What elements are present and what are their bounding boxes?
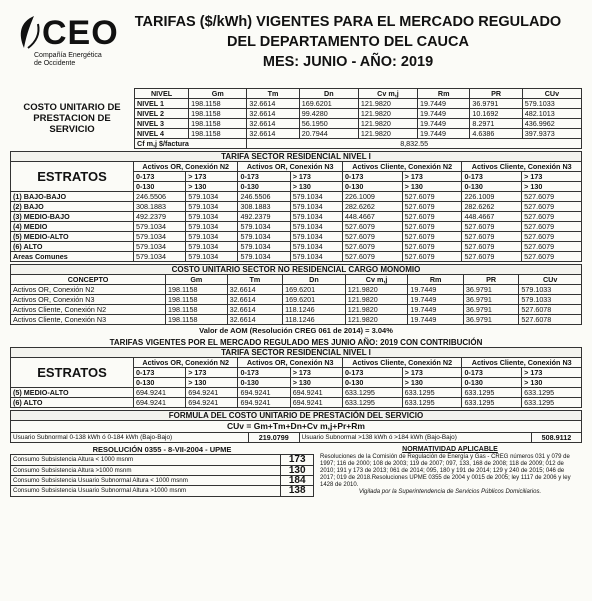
cell: 121.9820 [358, 99, 417, 109]
title-line-3: MES: JUNIO - AÑO: 2019 [262, 54, 434, 70]
cell: 527.6079 [402, 202, 462, 212]
cell: 32.6614 [247, 129, 299, 139]
cell: 118.1246 [283, 305, 346, 315]
cell: 198.1158 [189, 119, 247, 129]
col-header: Rm [408, 275, 463, 285]
cu-header: PR [470, 89, 522, 99]
norm-footer: Vigilada por la Superintendencia de Servicios Públicos Domiciliarios. [358, 489, 542, 495]
group-header: Activos Cliente, Conexión N3 [462, 162, 582, 172]
cf-value: 8,832.55 [247, 139, 582, 149]
cell: 32.6614 [227, 285, 282, 295]
cell: 198.1158 [189, 109, 247, 119]
cell: 19.7449 [418, 99, 470, 109]
cell: 694.9241 [238, 398, 290, 408]
cell: 118.1246 [283, 315, 346, 325]
cell: 694.9241 [290, 388, 342, 398]
cell: 579.1034 [134, 242, 186, 252]
formula-table [10, 410, 582, 443]
cell: 579.1033 [522, 99, 581, 109]
cell: 579.1033 [519, 295, 582, 305]
cell: 32.6614 [247, 119, 299, 129]
cell: 32.6614 [247, 99, 299, 109]
table-row [11, 305, 582, 315]
cell: (5) MEDIO-ALTO [11, 388, 134, 398]
cell: (3) MEDIO-BAJO [11, 212, 134, 222]
cell: 32.6614 [227, 295, 282, 305]
cell: 36.9791 [470, 99, 522, 109]
cell: 579.1033 [519, 285, 582, 295]
cell: NIVEL 4 [135, 129, 189, 139]
table-row [11, 242, 582, 252]
cell: 633.1295 [462, 398, 522, 408]
cell: Activos OR, Conexión N3 [11, 295, 166, 305]
estratos-header: ESTRATOS [11, 162, 134, 192]
range-label: 0-130 [342, 378, 402, 388]
cell: 482.1013 [522, 109, 581, 119]
cell: 19.7449 [408, 315, 463, 325]
cell: 527.6079 [402, 192, 462, 202]
range-label: 0-173 [134, 172, 186, 182]
group-header: Activos OR, Conexión N2 [134, 358, 238, 368]
cell: 694.9241 [134, 388, 186, 398]
cell: Consumo Subsistencia Usuario Subnormal Altura < 1000 msnm [11, 475, 281, 485]
range-label: 0-130 [462, 182, 522, 192]
cell: 138 [281, 486, 314, 496]
cell: 246.5506 [134, 192, 186, 202]
cell: 8.2971 [470, 119, 522, 129]
cell: 579.1034 [134, 232, 186, 242]
cell: Activos Cliente, Conexión N2 [11, 305, 166, 315]
tariff-sheet [10, 4, 582, 497]
cell: NIVEL 2 [135, 109, 189, 119]
table-row [11, 295, 582, 305]
cell: 579.1034 [186, 202, 238, 212]
cell: 579.1034 [186, 232, 238, 242]
cell: 19.7449 [418, 119, 470, 129]
table-row [11, 285, 582, 295]
cell: 36.9791 [463, 315, 518, 325]
cu-header: Cv m,j [358, 89, 417, 99]
cell: 32.6614 [227, 315, 282, 325]
cell: 184 [281, 475, 314, 485]
range-label: 0-173 [342, 172, 402, 182]
resolution-table [10, 445, 582, 497]
col-header: PR [463, 275, 518, 285]
cell: NIVEL 1 [135, 99, 189, 109]
cell: 527.6079 [402, 242, 462, 252]
logo-text: CEO [42, 14, 119, 52]
cell: 527.6079 [522, 232, 582, 242]
cell: 633.1295 [402, 398, 462, 408]
cell: 10.1692 [470, 109, 522, 119]
cell: 198.1158 [166, 315, 228, 325]
cell: 56.1950 [299, 119, 358, 129]
section-title: TARIFAS VIGENTES POR EL MERCADO REGULADO MES JUNIO AÑO: 2019 CON CONTRIBUCIÓN [109, 338, 483, 347]
cell: 579.1034 [290, 192, 342, 202]
cell: Consumo Subsistencia Altura >1000 msnm [11, 465, 281, 475]
cell: 694.9241 [134, 398, 186, 408]
cell: 19.7449 [408, 295, 463, 305]
cell: 527.6079 [342, 222, 402, 232]
logo-subtitle-1: Compañía Energética [34, 52, 102, 59]
cell: 282.6262 [342, 202, 402, 212]
table-row [11, 398, 582, 408]
cell: Consumo Subsistencia Usuario Subnormal Altura >1000 msnm [11, 486, 281, 496]
title-line-1: TARIFAS ($/kWh) VIGENTES PARA EL MERCADO REGULADO [134, 14, 562, 30]
cell: 633.1295 [342, 398, 402, 408]
group-header: Activos Cliente, Conexión N2 [342, 358, 462, 368]
cell: 527.6079 [522, 222, 582, 232]
cell: 448.4667 [462, 212, 522, 222]
cell: 527.6079 [342, 252, 402, 262]
cell: 198.1158 [166, 295, 228, 305]
cell: 579.1034 [186, 252, 238, 262]
cell: 579.1034 [290, 212, 342, 222]
cu-label: COSTO UNITARIO DE PRESTACION DE SERVICIO [23, 102, 121, 135]
cell: 32.6614 [247, 109, 299, 119]
cell: (5) MEDIO-ALTO [11, 232, 134, 242]
range-label: 0-173 [238, 368, 290, 378]
cu-header: Dn [299, 89, 358, 99]
cell: 527.6078 [519, 305, 582, 315]
residential-table [10, 151, 582, 262]
range-label: > 130 [522, 182, 582, 192]
non-residential-table [10, 264, 582, 337]
table-row [11, 222, 582, 232]
range-label: > 173 [186, 172, 238, 182]
cell: 527.6079 [342, 242, 402, 252]
cell: (1) BAJO-BAJO [11, 192, 134, 202]
cell: 246.5506 [238, 192, 290, 202]
cell: 19.7449 [418, 129, 470, 139]
cell: 198.1158 [189, 129, 247, 139]
col-header: Tm [227, 275, 282, 285]
cell: 694.9241 [238, 388, 290, 398]
cell: 527.6079 [522, 212, 582, 222]
cell: 36.9791 [463, 285, 518, 295]
table-row [11, 315, 582, 325]
header [10, 4, 582, 88]
cell: 282.6262 [462, 202, 522, 212]
cf-label: Cf m,j $/factura [135, 139, 247, 149]
cell: 121.9820 [345, 305, 408, 315]
range-label: 0-173 [462, 368, 522, 378]
cell: 633.1295 [522, 398, 582, 408]
cell: 130 [281, 465, 314, 475]
cell: (2) BAJO [11, 202, 134, 212]
cell: 198.1158 [166, 305, 228, 315]
norm-text: Resoluciones de la Comisión de Regulación de Energía y Gas - CREG números 031 y 079 de 1997; 116 de 2000; 108 de 2003; 119 de 2007; 097, 133, 168 de 2008; 118 de 2009; 012 de 2010; 191 y 173 de 2013; 061 de 2014; 095, 180 y 191 de 2014; 129 y 240 de 2015; 046 de 2017; 019 de 2018.Resoluciones UPME 0355 de 2004 y 0015 de 2005; ley 1117 de 2006 y ley 1428 de 2010. [320, 454, 571, 488]
cell: 308.1883 [134, 202, 186, 212]
cell: 121.9820 [358, 109, 417, 119]
cell: Consumo Subsistencia Altura < 1000 msnm [11, 455, 281, 465]
cu-header: Rm [418, 89, 470, 99]
cell: (6) ALTO [11, 398, 134, 408]
range-label: 0-130 [342, 182, 402, 192]
cell: 579.1034 [186, 212, 238, 222]
range-label: > 173 [290, 172, 342, 182]
resolution-title: RESOLUCIÓN 0355 - 8-VII-2004 - UPME [92, 445, 232, 455]
cell: 99.4280 [299, 109, 358, 119]
cell: 36.9791 [463, 295, 518, 305]
section-title: FORMULA DEL COSTO UNITARIO DE PRESTACIÓN DEL SERVICIO [11, 411, 582, 421]
cell: 633.1295 [402, 388, 462, 398]
cell: 633.1295 [522, 388, 582, 398]
cell: Areas Comunes [11, 252, 134, 262]
cell: 527.6079 [402, 212, 462, 222]
range-label: > 173 [522, 172, 582, 182]
range-label: > 173 [522, 368, 582, 378]
cell: 579.1034 [290, 222, 342, 232]
group-header: Activos OR, Conexión N3 [238, 162, 342, 172]
cell: 121.9820 [345, 315, 408, 325]
subnormal-low-label: Usuario Subnormal 0-138 kWh ó 0-184 kWh (Bajo-Bajo) [11, 433, 249, 443]
range-label: 0-173 [134, 368, 186, 378]
cell: 527.6079 [522, 202, 582, 212]
cu-header: CUv [522, 89, 581, 99]
group-header: Activos OR, Conexión N2 [134, 162, 238, 172]
cell: 579.1034 [290, 232, 342, 242]
range-label: > 130 [290, 378, 342, 388]
cell: 694.9241 [186, 388, 238, 398]
table-row [11, 252, 582, 262]
range-label: 0-130 [238, 378, 290, 388]
cell: 694.9241 [186, 398, 238, 408]
range-label: > 173 [402, 368, 462, 378]
cell: 527.6079 [462, 222, 522, 232]
cell: 633.1295 [342, 388, 402, 398]
cell: 527.6079 [342, 232, 402, 242]
title-line-2: DEL DEPARTAMENTO DEL CAUCA [227, 34, 469, 50]
estratos-header: ESTRATOS [11, 358, 134, 388]
aom-note: Valor de AOM (Resolución CREG 061 de 2014) = 3.04% [199, 326, 393, 335]
ceo-logo [14, 14, 124, 68]
cu-table [10, 88, 582, 149]
section-title: TARIFA SECTOR RESIDENCIAL NIVEL I [11, 152, 582, 162]
table-row [11, 232, 582, 242]
cell: 579.1034 [238, 232, 290, 242]
cell: NIVEL 3 [135, 119, 189, 129]
range-label: 0-130 [134, 378, 186, 388]
section-title: COSTO UNITARIO SECTOR NO RESIDENCIAL CARGO MONOMIO [11, 265, 582, 275]
cell: 169.6201 [283, 295, 346, 305]
range-label: 0-173 [238, 172, 290, 182]
range-label: 0-130 [238, 182, 290, 192]
cell: Activos Cliente, Conexión N3 [11, 315, 166, 325]
group-header: Activos OR, Conexión N3 [238, 358, 342, 368]
cell: 527.6079 [522, 252, 582, 262]
range-label: > 173 [402, 172, 462, 182]
cell: (6) ALTO [11, 242, 134, 252]
range-label: 0-130 [462, 378, 522, 388]
cell: 121.9820 [358, 119, 417, 129]
logo-subtitle-2: de Occidente [34, 60, 76, 67]
col-header: CONCEPTO [11, 275, 166, 285]
cell: 121.9820 [358, 129, 417, 139]
cell: 20.7944 [299, 129, 358, 139]
range-label: 0-173 [342, 368, 402, 378]
cell: 169.6201 [299, 99, 358, 109]
cell: Activos OR, Conexión N2 [11, 285, 166, 295]
cell: 694.9241 [290, 398, 342, 408]
cell: 198.1158 [189, 99, 247, 109]
cell: 579.1034 [238, 252, 290, 262]
cell: 579.1034 [134, 222, 186, 232]
col-header: Cv m,j [345, 275, 408, 285]
cell: 492.2379 [134, 212, 186, 222]
norm-title: NORMATIVIDAD APLICABLE [402, 446, 498, 453]
range-label: > 173 [186, 368, 238, 378]
cell: 527.6078 [519, 315, 582, 325]
cell: 579.1034 [186, 222, 238, 232]
cell: 579.1034 [186, 242, 238, 252]
col-header: CUv [519, 275, 582, 285]
cell: 527.6079 [462, 252, 522, 262]
cell: 579.1034 [134, 252, 186, 262]
cell: 32.6614 [227, 305, 282, 315]
cell: 448.4667 [342, 212, 402, 222]
cell: 579.1034 [290, 202, 342, 212]
cell: 579.1034 [186, 192, 238, 202]
cu-header: NIVEL [135, 89, 189, 99]
group-header: Activos Cliente, Conexión N3 [462, 358, 582, 368]
range-label: > 130 [402, 182, 462, 192]
cell: 121.9820 [345, 285, 408, 295]
subnormal-high-label: Usuario Subnormal >138 kWh ó >184 kWh (Bajo-Bajo) [299, 433, 531, 443]
title-block [128, 12, 568, 72]
cell: 527.6079 [522, 192, 582, 202]
cu-header: Tm [247, 89, 299, 99]
range-label: 0-130 [134, 182, 186, 192]
cell: 579.1034 [238, 222, 290, 232]
cell: 19.7449 [408, 305, 463, 315]
table-row [11, 192, 582, 202]
normatividad [314, 445, 583, 496]
leaf-icon [14, 14, 42, 52]
table-row [11, 388, 582, 398]
range-label: > 130 [186, 182, 238, 192]
cell: 308.1883 [238, 202, 290, 212]
col-header: Dn [283, 275, 346, 285]
cell: 527.6079 [402, 252, 462, 262]
range-label: > 130 [290, 182, 342, 192]
range-label: > 130 [522, 378, 582, 388]
cell: 19.7449 [418, 109, 470, 119]
range-label: > 130 [186, 378, 238, 388]
cell: 169.6201 [283, 285, 346, 295]
col-header: Gm [166, 275, 228, 285]
cell: 4.6386 [470, 129, 522, 139]
section-subtitle: TARIFA SECTOR RESIDENCIAL NIVEL I [11, 348, 582, 358]
cell: 527.6079 [402, 222, 462, 232]
range-label: > 173 [290, 368, 342, 378]
cell: 436.9962 [522, 119, 581, 129]
cell: 527.6079 [522, 242, 582, 252]
cell: 226.1009 [342, 192, 402, 202]
table-row [11, 212, 582, 222]
cell: 19.7449 [408, 285, 463, 295]
range-label: 0-173 [462, 172, 522, 182]
cell: 579.1034 [290, 252, 342, 262]
cell: 579.1034 [290, 242, 342, 252]
cell: 397.9373 [522, 129, 581, 139]
table-row [11, 202, 582, 212]
cell: 579.1034 [238, 242, 290, 252]
cell: 121.9820 [345, 295, 408, 305]
cu-header: Gm [189, 89, 247, 99]
cell: 633.1295 [462, 388, 522, 398]
cell: 198.1158 [166, 285, 228, 295]
range-label: > 130 [402, 378, 462, 388]
cell: (4) MEDIO [11, 222, 134, 232]
formula-equation: CUv = Gm+Tm+Dn+Cv m,j+Pr+Rm [11, 421, 582, 433]
cell: 492.2379 [238, 212, 290, 222]
cell: 527.6079 [462, 232, 522, 242]
contribution-table [10, 338, 582, 408]
subnormal-high-value: 508.9112 [531, 433, 581, 443]
group-header: Activos Cliente, Conexión N2 [342, 162, 462, 172]
cell: 173 [281, 455, 314, 465]
cell: 527.6079 [402, 232, 462, 242]
cell: 527.6079 [462, 242, 522, 252]
cell: 226.1009 [462, 192, 522, 202]
subnormal-low-value: 219.0799 [248, 433, 299, 443]
cell: 36.9791 [463, 305, 518, 315]
